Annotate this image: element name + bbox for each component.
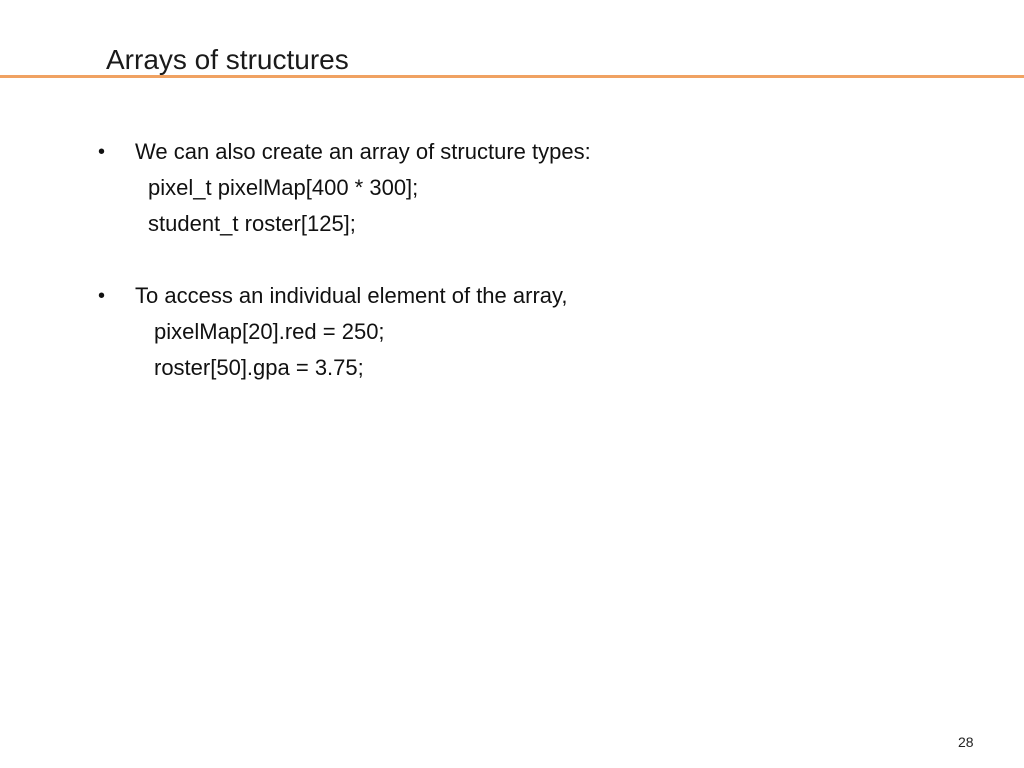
bullet-text: To access an individual element of the array,: [135, 283, 568, 308]
bullet-marker: •: [98, 141, 106, 163]
bullet-item-array-create: [0, 137, 1024, 167]
bullet-marker: •: [98, 285, 106, 307]
slide-title: Arrays of structures: [106, 44, 349, 75]
title-underline: [0, 75, 1024, 78]
code-line: pixel_t pixelMap[400 * 300];: [148, 175, 419, 200]
code-line: pixelMap[20].red = 250;: [154, 319, 385, 344]
code-line: student_t roster[125];: [148, 211, 356, 236]
code-line: roster[50].gpa = 3.75;: [154, 355, 364, 380]
bullet-item-array-access: [0, 281, 1024, 311]
page-number: 28: [958, 734, 974, 750]
bullet-text: We can also create an array of structure types:: [135, 139, 591, 164]
